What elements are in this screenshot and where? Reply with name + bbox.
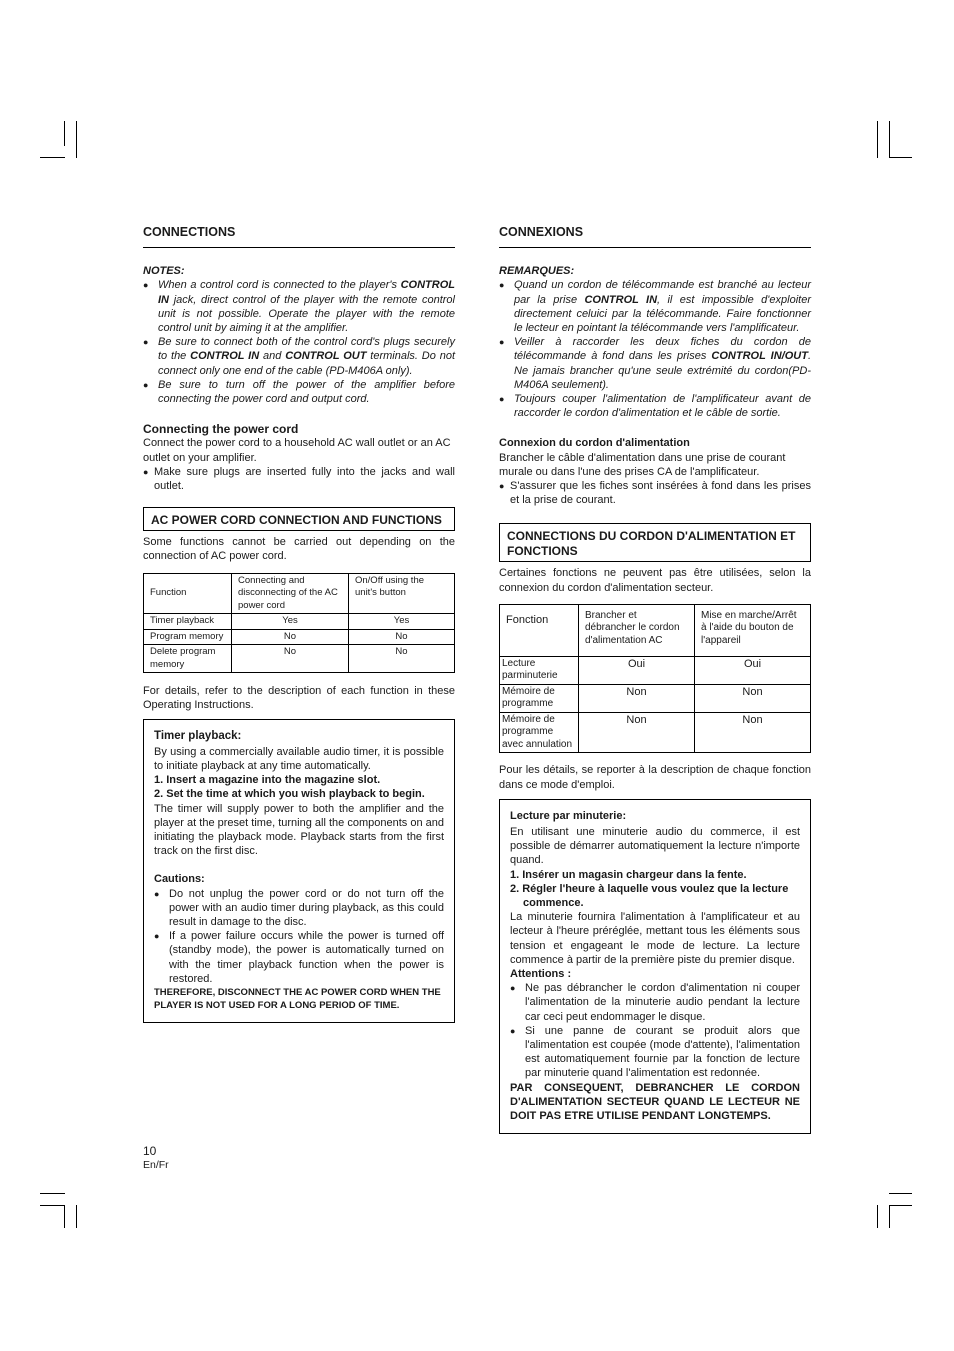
timer-step-1: 1. Insert a magazine into the magazine slot. [154, 774, 381, 787]
notes-title: NOTES: [143, 265, 185, 278]
table-header-cell: Mise en marche/Arrêt à l'aide du bouton de l'appareil [695, 604, 811, 656]
timer-playback-box [143, 719, 455, 1023]
table-cell: Oui [695, 656, 811, 684]
table-cell: Delete program memory [144, 645, 232, 673]
notes-list [143, 278, 455, 406]
note-1: ● When a control cord is connected to the player's CONTROL IN jack, direct control of the player with the remote control unit is not possible. Operate the player with the remote control unit by aiming it at the amplifier. [143, 278, 455, 335]
table-row [500, 684, 811, 712]
table-header [144, 573, 455, 614]
note-2: ● Veiller à raccorder les deux fiches du cordon de télécommande à fond dans les prises CONTROL IN/OUT. Ne jamais brancher qu'une seule extrémité du cordon(PD-M406A seulement). [499, 335, 811, 392]
cautions-list [154, 887, 444, 986]
table-cell: Non [695, 684, 811, 712]
caution-2: ● Si une panne de courant se produit alors que l'alimentation est coupée (mode d'attente), l'alimentation est automatiquement fournie par la fonction de lecture par minuterie quand l'alimentation est redonnée. [510, 1024, 800, 1081]
details-text: For details, refer to the description of each function in these Operating Instructions. [143, 685, 455, 712]
table-cell: No [232, 645, 349, 673]
timer-step-2: 2. Régler l'heure à laquelle vous voulez que la lecture commence. [510, 882, 789, 909]
ac-box-title: CONNECTIONS DU CORDON D'ALIMENTATION ET FONCTIONS [499, 523, 811, 562]
caution-2: ● If a power failure occurs while the power is turned off (standby mode), the power is automatically turned on with the timer playback function when the power is restored. [154, 929, 444, 986]
ac-intro: Some functions cannot be carried out depending on the connection of AC power cord. [143, 536, 455, 563]
table-cell: Oui [579, 656, 695, 684]
power-cord-bullets [499, 479, 811, 507]
timer-intro: By using a commercially available audio timer, it is possible to initiate playback at any time automatically. [154, 745, 444, 772]
table-cell: Non [579, 712, 695, 753]
table-row [500, 656, 811, 684]
ac-intro: Certaines fonctions ne peuvent pas être utilisées, selon la connexion du cordon d'alimentation secteur. [499, 567, 811, 594]
french-column [499, 225, 811, 1134]
timer-text: The timer will supply power to both the amplifier and the player at the preset time, turning all the components on and initiating the playback mode. Playback starts from the first track on the first disc. [154, 802, 444, 858]
page-number: 10 [143, 1144, 157, 1158]
table-cell: Non [695, 712, 811, 753]
table-header-cell: Brancher et débrancher le cordon d'alimentation AC [579, 604, 695, 656]
power-cord-title: Connexion du cordon d'alimentation [499, 437, 690, 450]
table-row [144, 645, 455, 673]
power-cord-text: Connect the power cord to a household AC wall outlet or an AC outlet on your amplifier. [143, 437, 451, 464]
cautions-list [510, 981, 800, 1080]
table-cell: Non [579, 684, 695, 712]
timer-title: Timer playback: [154, 729, 242, 742]
timer-step-1: 1. Insérer un magasin chargeur dans la fente. [510, 868, 747, 881]
cautions-title: Cautions: [154, 873, 205, 886]
note-3: ● Toujours couper l'alimentation de l'amplificateur avant de raccorder le cordon d'alimentation et le câble de sortie. [499, 392, 811, 420]
table-cell: No [349, 645, 455, 673]
power-cord-text: Brancher le câble d'alimentation dans une prise de courant murale ou dans l'une des prises CA de l'amplificateur. [499, 451, 786, 478]
table-header-cell: Connecting and disconnecting of the AC power cord [232, 573, 349, 614]
table-cell: Program memory [144, 629, 232, 645]
ac-box-title: AC POWER CORD CONNECTION AND FUNCTIONS [143, 507, 455, 531]
function-table [143, 573, 455, 674]
table-header-cell: On/Off using the unit's button [349, 573, 455, 614]
table-row [144, 629, 455, 645]
table-cell: No [232, 629, 349, 645]
therefore-warning: PAR CONSEQUENT, DEBRANCHER LE CORDON D'ALIMENTATION SECTEUR QUAND LE LECTEUR NE DOIT PAS ETRE UTILISE PENDANT LONGTEMPS. [510, 1081, 800, 1123]
table-header-cell: Function [144, 573, 232, 614]
section-title: CONNECTIONS [143, 225, 455, 248]
table-cell: Lecture parminuterie [500, 656, 579, 684]
power-cord-title: Connecting the power cord [143, 422, 299, 437]
page-footer [143, 1144, 169, 1172]
notes-list [499, 278, 811, 420]
table-header [500, 604, 811, 656]
table-row [500, 712, 811, 753]
table-cell: No [349, 629, 455, 645]
notes-title: REMARQUES: [499, 265, 575, 278]
power-cord-bullet: ● S'assurer que les fiches sont insérées à fond dans les prises et la prise de courant. [499, 479, 811, 507]
power-cord-bullet: ● Make sure plugs are inserted fully into the jacks and wall outlet. [143, 465, 455, 493]
cautions-title: Attentions : [510, 968, 572, 980]
table-cell: Yes [232, 614, 349, 630]
timer-text: La minuterie fournira l'alimentation à l'amplificateur et au lecteur à l'heure préréglée, mettant tous les éléments sous tension et engageant le mode de lecture. La lecture commence à partir de la première piste du premier disque. [510, 911, 800, 966]
therefore-warning: THEREFORE, DISCONNECT THE AC POWER CORD WHEN THE PLAYER IS NOT USED FOR A LONG PERIOD OF TIME. [154, 987, 441, 1012]
power-cord-bullets [143, 465, 455, 493]
table-cell: Timer playback [144, 614, 232, 630]
table-row [144, 614, 455, 630]
table-cell: Yes [349, 614, 455, 630]
caution-1: ● Ne pas débrancher le cordon d'alimentation ni couper l'alimentation de la minuterie audio pendant la lecture car ceci peut endommager le disque. [510, 981, 800, 1024]
note-2: ● Be sure to connect both of the control cord's plugs securely to the CONTROL IN and CONTROL OUT terminals. Do not connect only one end of the cable (PD-M406A only). [143, 335, 455, 378]
section-title: CONNEXIONS [499, 225, 811, 248]
english-column [143, 225, 455, 1023]
table-header-cell: Fonction [500, 604, 579, 656]
function-table [499, 604, 811, 754]
timer-intro: En utilisant une minuterie audio du commerce, il est possible de démarrer automatiquement la lecture n'importe quand. [510, 825, 800, 867]
table-cell: Mémoire de programme avec annulation [500, 712, 579, 753]
details-text: Pour les détails, se reporter à la description de chaque fonction dans ce mode d'emploi. [499, 764, 811, 791]
timer-title: Lecture par minuterie: [510, 809, 627, 822]
caution-1: ● Do not unplug the power cord or do not turn off the power with an audio timer during playback, as this could result in damage to the disc. [154, 887, 444, 930]
timer-step-2: 2. Set the time at which you wish playback to begin. [154, 788, 425, 801]
note-3: ● Be sure to turn off the power of the amplifier before connecting the power cord and output cord. [143, 378, 455, 406]
table-cell: Mémoire de programme [500, 684, 579, 712]
note-1: ● Quand un cordon de télécommande est branché au lecteur par la prise CONTROL IN, il est impossible d'exploiter directement celuici par la télécommande. Faire fonctionner le lecteur en pointant la télécommande vers l'amplificateur. [499, 278, 811, 335]
timer-playback-box [499, 799, 811, 1134]
language-label: En/Fr [143, 1159, 169, 1171]
